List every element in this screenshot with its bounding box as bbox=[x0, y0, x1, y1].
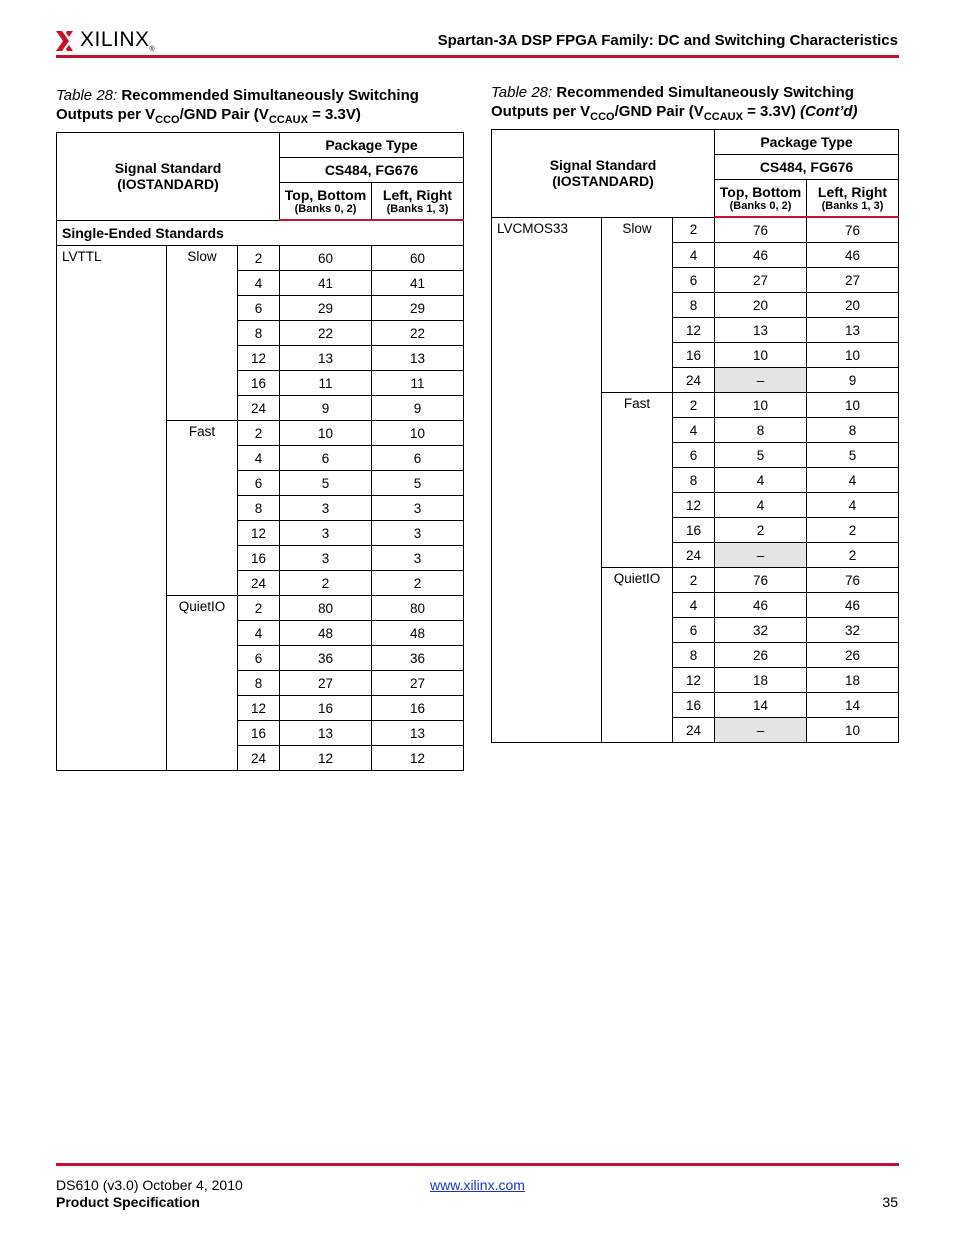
drive-strength-cell: 24 bbox=[238, 571, 280, 596]
top-bottom-value-cell: 26 bbox=[715, 643, 807, 668]
left-right-value-cell: 3 bbox=[372, 546, 464, 571]
top-bottom-value-cell: 16 bbox=[280, 696, 372, 721]
signal-standard-header bbox=[492, 130, 715, 218]
drive-strength-cell: 24 bbox=[673, 368, 715, 393]
drive-strength-cell: 12 bbox=[238, 346, 280, 371]
top-bottom-value-cell: 76 bbox=[715, 568, 807, 593]
left-right-value-cell: 8 bbox=[807, 418, 899, 443]
slew-rate-cell: Fast bbox=[602, 393, 673, 568]
caption-text-c: = 3.3V) bbox=[742, 103, 801, 120]
header-rule bbox=[56, 55, 899, 58]
logo-wordmark: XILINX bbox=[80, 28, 150, 52]
top-bottom-value-cell: 3 bbox=[280, 496, 372, 521]
top-bottom-value-cell: 6 bbox=[280, 446, 372, 471]
top-bottom-value-cell: 8 bbox=[715, 418, 807, 443]
left-right-value-cell: 60 bbox=[372, 246, 464, 271]
footer-doc-info bbox=[56, 1177, 243, 1211]
slew-rate-cell: QuietIO bbox=[167, 596, 238, 771]
signal-standard-header bbox=[57, 133, 280, 221]
col2-label: Left, Right bbox=[382, 187, 453, 203]
left-right-value-cell: 4 bbox=[807, 468, 899, 493]
drive-strength-cell: 4 bbox=[238, 621, 280, 646]
col1-sublabel: (Banks 0, 2) bbox=[729, 200, 792, 212]
table-left bbox=[56, 132, 464, 771]
col1-label: Top, Bottom bbox=[284, 187, 367, 203]
drive-strength-cell: 12 bbox=[238, 696, 280, 721]
top-bottom-value-cell: – bbox=[715, 543, 807, 568]
left-right-value-cell: 9 bbox=[807, 368, 899, 393]
top-bottom-value-cell: 27 bbox=[280, 671, 372, 696]
drive-strength-cell: 16 bbox=[673, 518, 715, 543]
left-right-value-cell: 2 bbox=[807, 543, 899, 568]
drive-strength-cell: 12 bbox=[673, 493, 715, 518]
drive-strength-cell: 8 bbox=[673, 468, 715, 493]
caption-text-b: /GND Pair (V bbox=[614, 103, 704, 120]
table-row bbox=[492, 217, 899, 243]
drive-strength-cell: 2 bbox=[238, 421, 280, 446]
caption-sub-cco: CCO bbox=[590, 111, 615, 123]
caption-text-b: /GND Pair (V bbox=[179, 106, 269, 123]
drive-strength-cell: 6 bbox=[673, 618, 715, 643]
drive-strength-cell: 16 bbox=[238, 371, 280, 396]
top-bottom-value-cell: 46 bbox=[715, 243, 807, 268]
top-bottom-value-cell: 10 bbox=[715, 393, 807, 418]
top-bottom-value-cell: 36 bbox=[280, 646, 372, 671]
top-bottom-value-cell: 4 bbox=[715, 493, 807, 518]
col1-sublabel: (Banks 0, 2) bbox=[294, 203, 357, 215]
signal-standard-label: Signal Standard bbox=[549, 157, 657, 174]
caption-text-a: Recommended Simultaneously Switching Outputs per V bbox=[56, 87, 419, 123]
slew-rate-cell: Slow bbox=[602, 217, 673, 393]
col-left-right-header bbox=[807, 180, 899, 218]
drive-strength-cell: 4 bbox=[238, 446, 280, 471]
left-right-value-cell: 22 bbox=[372, 321, 464, 346]
iostandard-label: (IOSTANDARD) bbox=[117, 176, 219, 193]
drive-strength-cell: 12 bbox=[673, 318, 715, 343]
drive-strength-cell: 6 bbox=[673, 443, 715, 468]
iostandard-label: (IOSTANDARD) bbox=[552, 173, 654, 190]
caption-sub-ccaux: CCAUX bbox=[703, 111, 743, 123]
table-left-number: Table 28: bbox=[56, 87, 118, 104]
table-row bbox=[57, 246, 464, 271]
top-bottom-value-cell: 20 bbox=[715, 293, 807, 318]
drive-strength-cell: 4 bbox=[673, 418, 715, 443]
left-right-value-cell: 13 bbox=[372, 721, 464, 746]
drive-strength-cell: 12 bbox=[238, 521, 280, 546]
page-number: 35 bbox=[882, 1194, 898, 1210]
top-bottom-value-cell: 76 bbox=[715, 217, 807, 243]
left-right-value-cell: 10 bbox=[807, 343, 899, 368]
drive-strength-cell: 4 bbox=[238, 271, 280, 296]
top-bottom-value-cell: 5 bbox=[280, 471, 372, 496]
left-right-value-cell: 36 bbox=[372, 646, 464, 671]
drive-strength-cell: 16 bbox=[673, 693, 715, 718]
left-right-value-cell: 2 bbox=[807, 518, 899, 543]
drive-strength-cell: 2 bbox=[673, 217, 715, 243]
top-bottom-value-cell: 41 bbox=[280, 271, 372, 296]
slew-rate-cell: Slow bbox=[167, 246, 238, 421]
left-right-value-cell: 29 bbox=[372, 296, 464, 321]
io-standard-cell: LVTTL bbox=[57, 246, 167, 771]
left-right-value-cell: 32 bbox=[807, 618, 899, 643]
top-bottom-value-cell: 10 bbox=[280, 421, 372, 446]
left-right-value-cell: 3 bbox=[372, 496, 464, 521]
drive-strength-cell: 2 bbox=[238, 596, 280, 621]
package-header: CS484, FG676 bbox=[715, 155, 899, 180]
table-right-caption bbox=[491, 83, 911, 127]
drive-strength-cell: 6 bbox=[238, 471, 280, 496]
left-right-value-cell: 46 bbox=[807, 593, 899, 618]
footer-doc-type-text: Product Specification bbox=[56, 1194, 200, 1210]
top-bottom-value-cell: 29 bbox=[280, 296, 372, 321]
left-right-value-cell: 10 bbox=[372, 421, 464, 446]
io-standard-cell: LVCMOS33 bbox=[492, 217, 602, 743]
drive-strength-cell: 8 bbox=[238, 321, 280, 346]
top-bottom-value-cell: 22 bbox=[280, 321, 372, 346]
top-bottom-value-cell: 13 bbox=[280, 346, 372, 371]
drive-strength-cell: 16 bbox=[673, 343, 715, 368]
left-right-value-cell: 2 bbox=[372, 571, 464, 596]
footer-doc-id: DS610 (v3.0) October 4, 2010 bbox=[56, 1177, 243, 1193]
drive-strength-cell: 16 bbox=[238, 546, 280, 571]
left-right-value-cell: 9 bbox=[372, 396, 464, 421]
top-bottom-value-cell: 2 bbox=[280, 571, 372, 596]
slew-rate-cell: QuietIO bbox=[602, 568, 673, 743]
top-bottom-value-cell: 46 bbox=[715, 593, 807, 618]
left-right-value-cell: 12 bbox=[372, 746, 464, 771]
page-header-title: Spartan-3A DSP FPGA Family: DC and Switching Characteristics bbox=[437, 32, 898, 49]
caption-text-a: Recommended Simultaneously Switching Outputs per V bbox=[491, 84, 854, 120]
drive-strength-cell: 24 bbox=[238, 746, 280, 771]
top-bottom-value-cell: – bbox=[715, 718, 807, 743]
drive-strength-cell: 4 bbox=[673, 243, 715, 268]
footer-rule bbox=[56, 1163, 899, 1166]
drive-strength-cell: 24 bbox=[673, 718, 715, 743]
drive-strength-cell: 6 bbox=[673, 268, 715, 293]
signal-standard-label: Signal Standard bbox=[114, 160, 222, 177]
top-bottom-value-cell: 80 bbox=[280, 596, 372, 621]
drive-strength-cell: 8 bbox=[673, 643, 715, 668]
drive-strength-cell: 16 bbox=[238, 721, 280, 746]
left-right-value-cell: 10 bbox=[807, 718, 899, 743]
caption-sub-ccaux: CCAUX bbox=[268, 114, 308, 126]
top-bottom-value-cell: 27 bbox=[715, 268, 807, 293]
top-bottom-value-cell: 48 bbox=[280, 621, 372, 646]
left-right-value-cell: 11 bbox=[372, 371, 464, 396]
left-right-value-cell: 27 bbox=[807, 268, 899, 293]
left-right-value-cell: 10 bbox=[807, 393, 899, 418]
left-right-value-cell: 3 bbox=[372, 521, 464, 546]
left-right-value-cell: 6 bbox=[372, 446, 464, 471]
left-right-value-cell: 76 bbox=[807, 217, 899, 243]
package-type-header: Package Type bbox=[715, 130, 899, 155]
section-header: Single-Ended Standards bbox=[57, 220, 464, 246]
table-right-number: Table 28: bbox=[491, 84, 553, 101]
drive-strength-cell: 2 bbox=[673, 568, 715, 593]
col-top-bottom-header bbox=[280, 183, 372, 221]
drive-strength-cell: 12 bbox=[673, 668, 715, 693]
left-right-value-cell: 26 bbox=[807, 643, 899, 668]
slew-rate-cell: Fast bbox=[167, 421, 238, 596]
top-bottom-value-cell: 3 bbox=[280, 546, 372, 571]
left-right-value-cell: 80 bbox=[372, 596, 464, 621]
left-right-value-cell: 16 bbox=[372, 696, 464, 721]
top-bottom-value-cell: 5 bbox=[715, 443, 807, 468]
left-right-value-cell: 46 bbox=[807, 243, 899, 268]
caption-text-c: = 3.3V) bbox=[307, 106, 361, 123]
left-right-value-cell: 13 bbox=[807, 318, 899, 343]
top-bottom-value-cell: 14 bbox=[715, 693, 807, 718]
col-left-right-header bbox=[372, 183, 464, 221]
drive-strength-cell: 2 bbox=[238, 246, 280, 271]
drive-strength-cell: 24 bbox=[673, 543, 715, 568]
col2-sublabel: (Banks 1, 3) bbox=[386, 203, 449, 215]
col2-label: Left, Right bbox=[817, 184, 888, 200]
xilinx-logo bbox=[56, 28, 155, 54]
left-right-value-cell: 13 bbox=[372, 346, 464, 371]
table-left-caption bbox=[56, 86, 476, 130]
drive-strength-cell: 8 bbox=[238, 496, 280, 521]
footer-website-link[interactable]: www.xilinx.com bbox=[430, 1177, 525, 1193]
col2-sublabel: (Banks 1, 3) bbox=[821, 200, 884, 212]
drive-strength-cell: 2 bbox=[673, 393, 715, 418]
left-right-value-cell: 27 bbox=[372, 671, 464, 696]
drive-strength-cell: 6 bbox=[238, 296, 280, 321]
top-bottom-value-cell: 32 bbox=[715, 618, 807, 643]
top-bottom-value-cell: 3 bbox=[280, 521, 372, 546]
left-right-value-cell: 20 bbox=[807, 293, 899, 318]
top-bottom-value-cell: 11 bbox=[280, 371, 372, 396]
left-right-value-cell: 18 bbox=[807, 668, 899, 693]
left-right-value-cell: 14 bbox=[807, 693, 899, 718]
drive-strength-cell: 8 bbox=[238, 671, 280, 696]
left-right-value-cell: 4 bbox=[807, 493, 899, 518]
xilinx-logo-icon bbox=[56, 31, 76, 51]
caption-contd: (Cont’d) bbox=[800, 103, 858, 120]
drive-strength-cell: 4 bbox=[673, 593, 715, 618]
top-bottom-value-cell: 18 bbox=[715, 668, 807, 693]
col1-label: Top, Bottom bbox=[719, 184, 802, 200]
top-bottom-value-cell: 10 bbox=[715, 343, 807, 368]
top-bottom-value-cell: 12 bbox=[280, 746, 372, 771]
col-top-bottom-header bbox=[715, 180, 807, 218]
top-bottom-value-cell: 9 bbox=[280, 396, 372, 421]
top-bottom-value-cell: 13 bbox=[715, 318, 807, 343]
left-right-value-cell: 41 bbox=[372, 271, 464, 296]
table-right bbox=[491, 129, 899, 743]
drive-strength-cell: 8 bbox=[673, 293, 715, 318]
top-bottom-value-cell: 13 bbox=[280, 721, 372, 746]
left-right-value-cell: 48 bbox=[372, 621, 464, 646]
drive-strength-cell: 24 bbox=[238, 396, 280, 421]
footer-doc-type bbox=[56, 1194, 243, 1211]
logo-registered-mark: ® bbox=[149, 46, 156, 54]
top-bottom-value-cell: 2 bbox=[715, 518, 807, 543]
package-header: CS484, FG676 bbox=[280, 158, 464, 183]
left-right-value-cell: 5 bbox=[372, 471, 464, 496]
top-bottom-value-cell: – bbox=[715, 368, 807, 393]
caption-sub-cco: CCO bbox=[155, 114, 180, 126]
drive-strength-cell: 6 bbox=[238, 646, 280, 671]
top-bottom-value-cell: 60 bbox=[280, 246, 372, 271]
left-right-value-cell: 76 bbox=[807, 568, 899, 593]
package-type-header: Package Type bbox=[280, 133, 464, 158]
logo-text bbox=[80, 28, 155, 53]
left-right-value-cell: 5 bbox=[807, 443, 899, 468]
top-bottom-value-cell: 4 bbox=[715, 468, 807, 493]
